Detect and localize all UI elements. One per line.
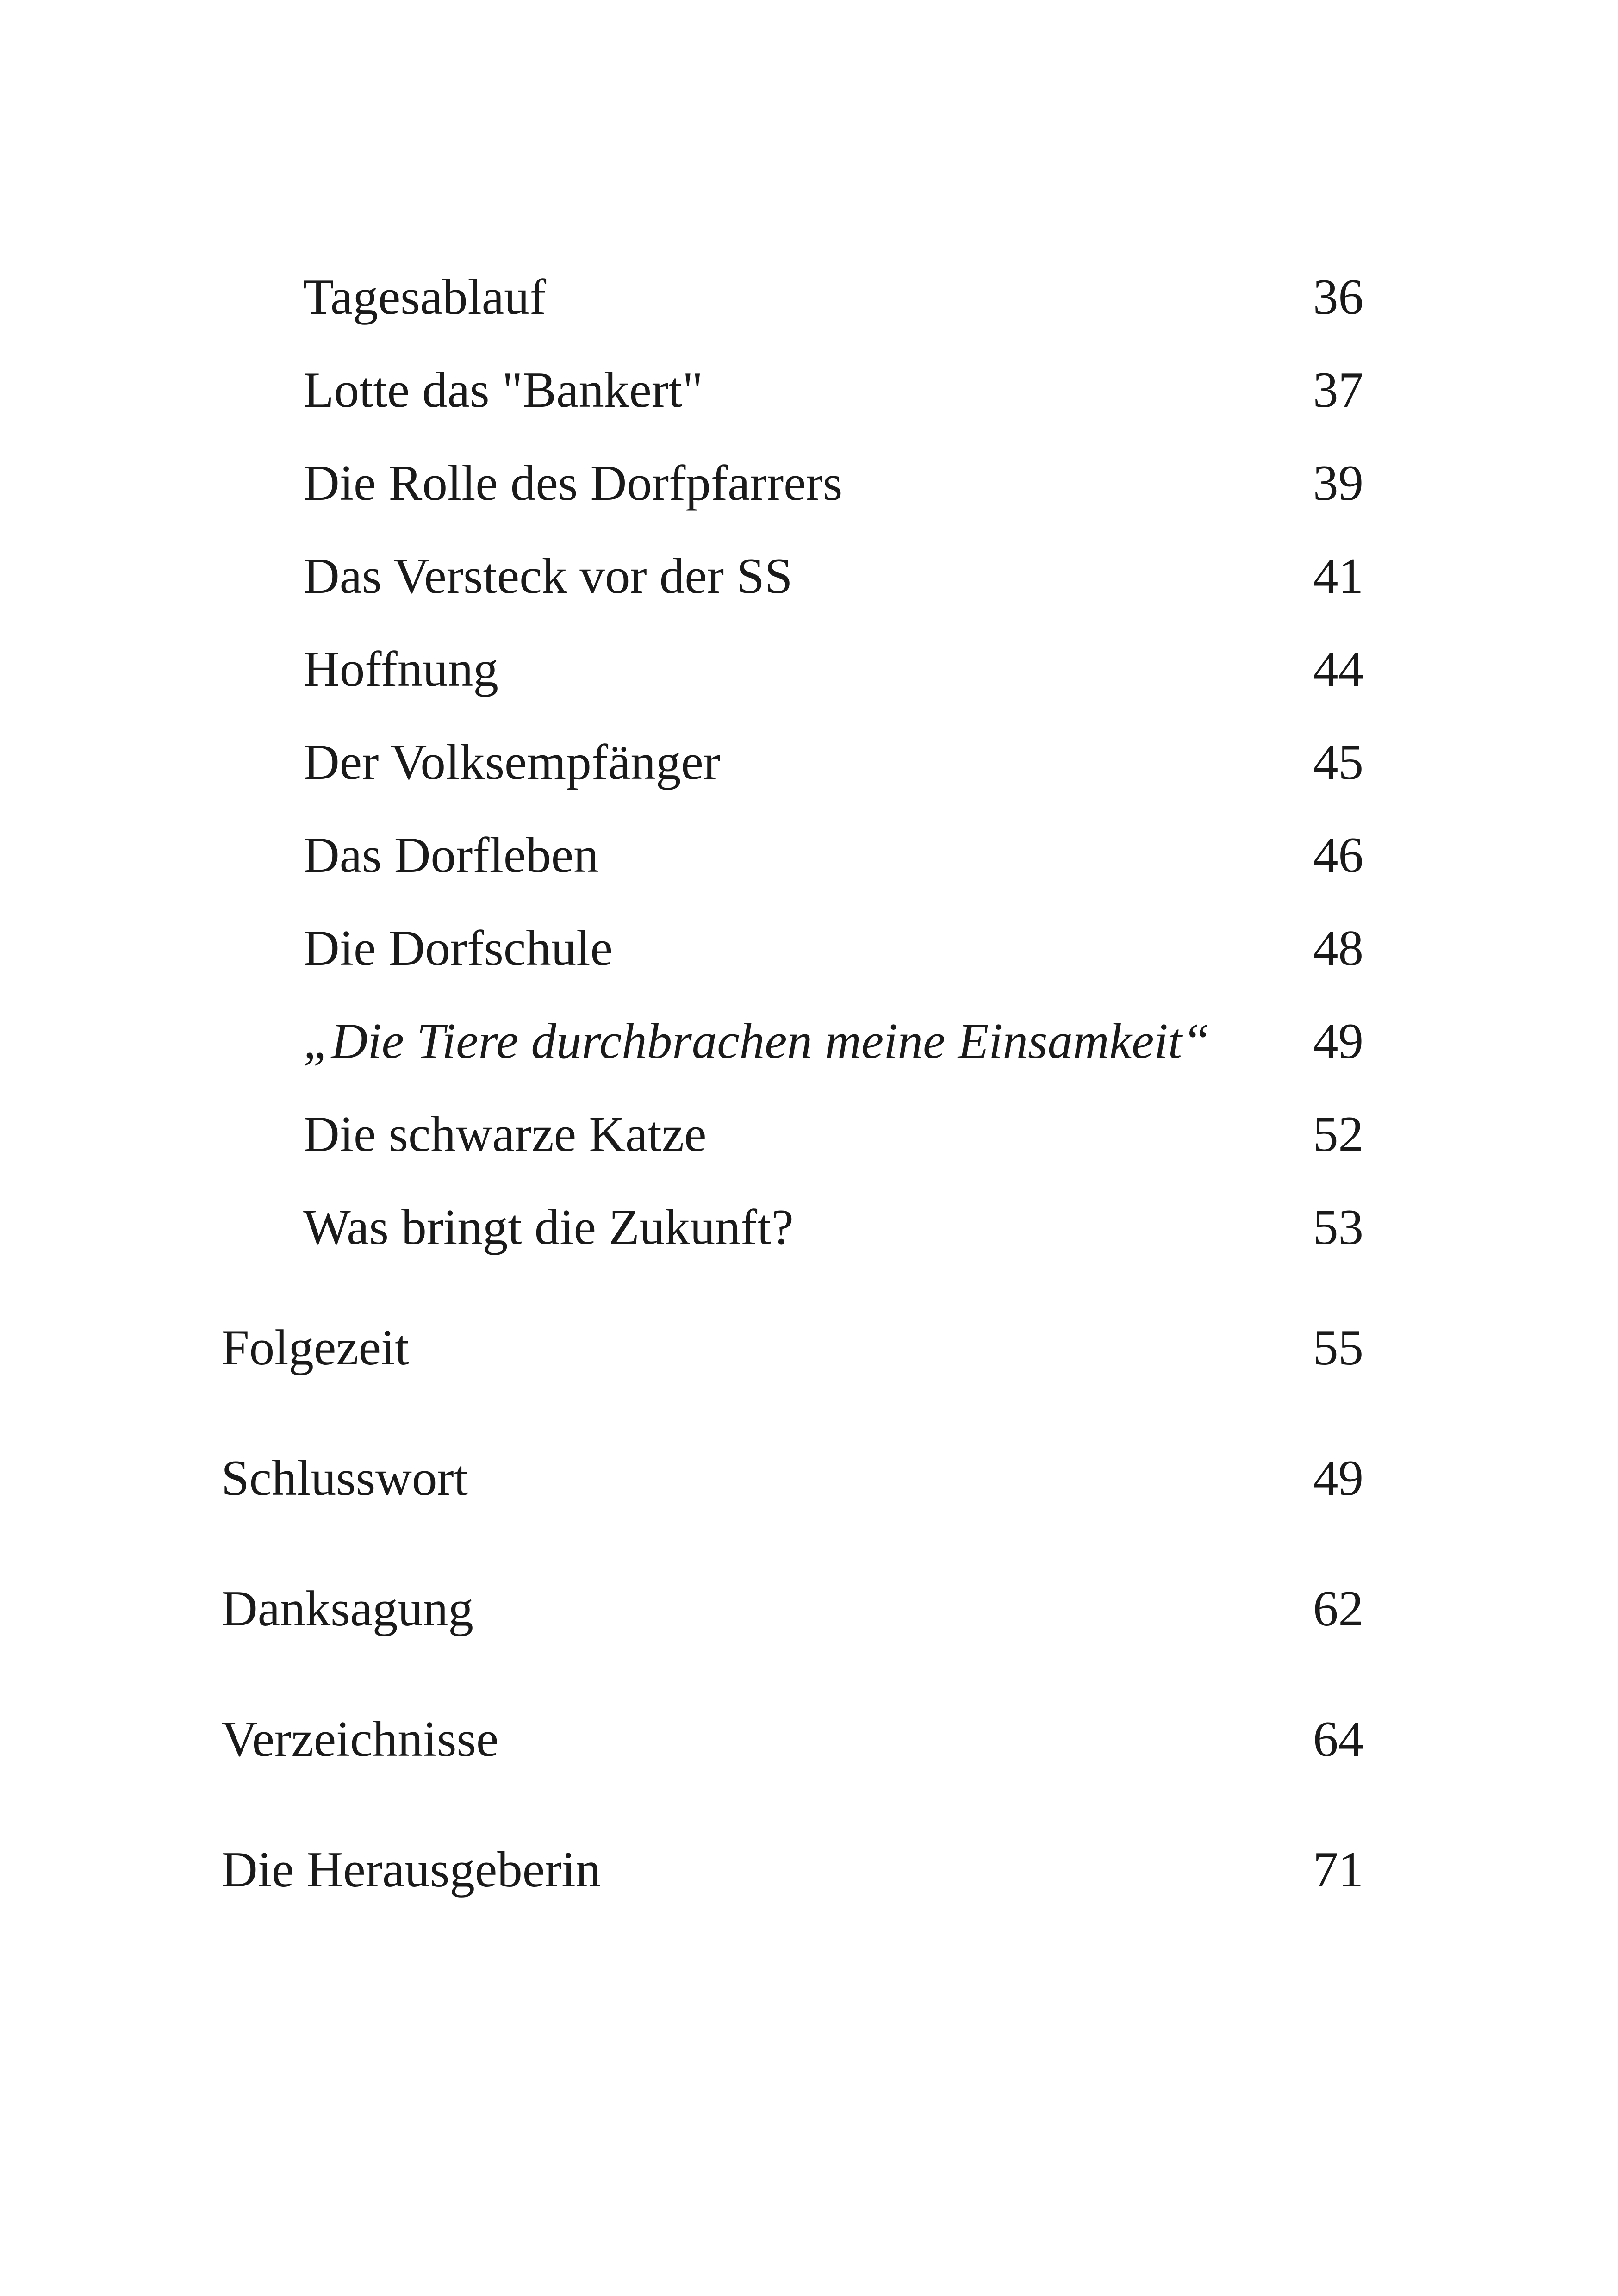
toc-entry-page: 53 xyxy=(1313,1199,1363,1255)
toc-entry-title: Danksagung xyxy=(221,1580,473,1636)
toc-entry xyxy=(0,725,1618,799)
toc-entry-page: 62 xyxy=(1313,1580,1363,1636)
toc-entry xyxy=(0,1441,1618,1515)
toc-entry xyxy=(0,539,1618,613)
toc-entry xyxy=(0,818,1618,892)
toc-entry-title: Das Dorfleben xyxy=(303,827,599,883)
toc-entry-title: Die Herausgeberin xyxy=(221,1842,601,1898)
toc-entry-title: Was bringt die Zukunft? xyxy=(303,1199,794,1255)
toc-entry xyxy=(0,911,1618,985)
toc-entry-title: Tagesablauf xyxy=(303,269,546,325)
toc-entry-page: 45 xyxy=(1313,734,1363,790)
toc-entry xyxy=(0,632,1618,706)
toc-entry-title: Die Rolle des Dorfpfarrers xyxy=(303,455,843,511)
toc-entry-page: 41 xyxy=(1313,548,1363,604)
toc-entry-title: Das Versteck vor der SS xyxy=(303,548,793,604)
toc-entry-page: 37 xyxy=(1313,362,1363,418)
toc-entry xyxy=(0,1190,1618,1264)
toc-entry xyxy=(0,1702,1618,1776)
toc-entry-title: „Die Tiere durchbrachen meine Einsamkeit“ xyxy=(303,1013,1210,1069)
toc-entry-title: Lotte das "Bankert" xyxy=(303,362,703,418)
toc-entry-title: Verzeichnisse xyxy=(221,1711,499,1767)
toc-entry-page: 39 xyxy=(1313,455,1363,511)
toc-entry-page: 36 xyxy=(1313,269,1363,325)
toc-entry xyxy=(0,1004,1618,1078)
toc-entry-page: 55 xyxy=(1313,1319,1363,1375)
toc-entry-page: 46 xyxy=(1313,827,1363,883)
toc-entry xyxy=(0,1833,1618,1907)
toc-entry-page: 49 xyxy=(1313,1450,1363,1506)
toc-entry-page: 52 xyxy=(1313,1106,1363,1162)
toc-entry-title: Die schwarze Katze xyxy=(303,1106,707,1162)
toc-entry xyxy=(0,1311,1618,1385)
toc-entry-page: 44 xyxy=(1313,641,1363,697)
toc-entry xyxy=(0,1572,1618,1646)
toc-entry xyxy=(0,446,1618,520)
toc-entry-page: 48 xyxy=(1313,920,1363,976)
toc-entry-page: 71 xyxy=(1313,1842,1363,1898)
toc-entry-title: Die Dorfschule xyxy=(303,920,613,976)
toc-entry-page: 49 xyxy=(1313,1013,1363,1069)
toc-entry-title: Hoffnung xyxy=(303,641,498,697)
toc-entry-title: Schlusswort xyxy=(221,1450,468,1506)
toc-entry-title: Der Volksempfänger xyxy=(303,734,721,790)
toc-entry-page: 64 xyxy=(1313,1711,1363,1767)
toc-entry xyxy=(0,353,1618,427)
toc-entry-title: Folgezeit xyxy=(221,1319,409,1375)
toc-entry xyxy=(0,260,1618,334)
toc-entry xyxy=(0,1097,1618,1171)
